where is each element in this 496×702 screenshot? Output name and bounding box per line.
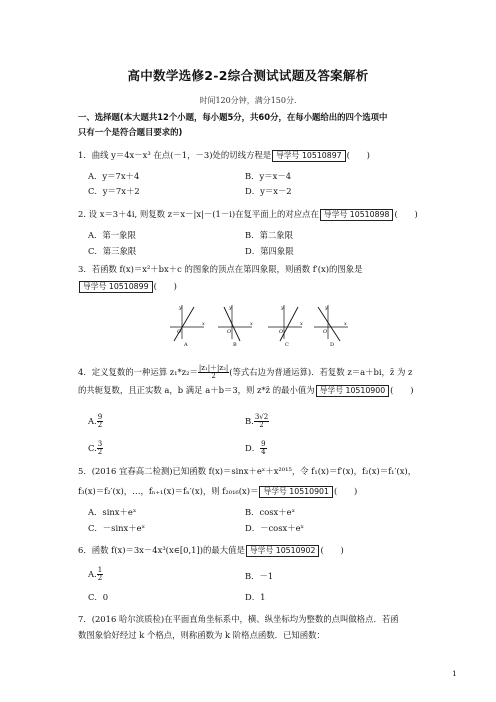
q5-option-b: B．cosx＋eˣ: [245, 507, 296, 517]
q3-graph-options: [168, 303, 350, 347]
exam-time-info: 时间120分钟，满分150分.: [199, 96, 297, 105]
q4-option-a: [88, 414, 103, 429]
q4-option-b: [245, 414, 269, 429]
fraction: [97, 414, 103, 429]
question-5: 5．(2016 宜春高二检测)已知函数 f(x)＝sinx＋eˣ＋x²⁰¹⁵，令 f₁(x)＝f′(x)，f₂(x)＝f₁′(x)，: [78, 466, 417, 476]
guide-number-box: 导学号 10510901: [259, 486, 333, 498]
option-label: A.: [88, 569, 97, 579]
denominator: 2: [259, 421, 264, 429]
section-heading-cont: 只有一个是符合题目要求的): [78, 127, 183, 137]
question-3-cont: [78, 281, 423, 293]
axis-y-label: y: [281, 305, 284, 311]
answer-blank: ( ): [320, 545, 344, 555]
graph-label: B: [233, 342, 237, 347]
question-7: 7．(2016 哈尔滨质检)在平面直角坐标系中，横、纵坐标均为整数的点叫做格点．若函: [78, 614, 399, 624]
origin-label: O: [279, 329, 284, 335]
axis-x-label: x: [202, 321, 205, 327]
guide-number-box: 导学号 10510902: [246, 545, 320, 557]
page-number: 1: [452, 669, 457, 678]
numerator: 1: [97, 566, 103, 574]
option-label: A.: [88, 416, 97, 426]
numerator: |z₁|＋|z₂|: [198, 364, 229, 372]
origin-label: O: [323, 329, 328, 335]
denominator: 2: [97, 448, 103, 456]
question-7-cont: 数图象恰好经过 k 个格点，则称函数为 k 阶格点函数．已知函数：: [78, 630, 325, 640]
q6-option-c: C．0: [88, 592, 109, 602]
guide-number-box: 导学号 10510900: [316, 385, 390, 397]
numerator: 9: [261, 440, 266, 448]
q1-option-c: C．y＝7x＋2: [88, 186, 140, 196]
graph-label: D: [330, 342, 335, 347]
axis-x-label: x: [250, 321, 253, 327]
fraction: [97, 441, 103, 456]
question-5-line2: f₃(x)＝f₂′(x)，…，fₙ₊₁(x)＝fₙ′(x)，则 f₂₀₁₆(x)＝: [78, 486, 259, 496]
denominator: 2: [97, 574, 103, 582]
q6-option-d: D．1: [245, 592, 266, 602]
q4-option-d: [245, 441, 267, 456]
option-label: D．: [245, 443, 261, 453]
axis-x-label: x: [344, 321, 347, 327]
graph-label: A: [184, 342, 188, 347]
question-4-line2: 的共轭复数，且正实数 a，b 满足 a＋b＝3，则 z*z̄ 的最小值为: [78, 385, 315, 395]
q1-option-d: D．y＝x－2: [245, 186, 292, 196]
q5-option-c: C．－sinx＋eˣ: [88, 523, 146, 533]
question-4-stem: 4．定义复数的一种运算 z₁*z₂＝: [78, 367, 198, 377]
q2-option-d: D．第四象限: [245, 246, 294, 256]
question-6-stem: 6．函数 f(x)＝3x－4x³(x∈[0,1])的最大值是: [78, 545, 245, 555]
fraction: [254, 414, 269, 429]
graph-c: [268, 305, 303, 347]
denominator: 2: [97, 421, 103, 429]
guide-number-box: 导学号 10510898: [320, 209, 394, 221]
q5-option-d: D．－cosx＋eˣ: [245, 523, 305, 533]
graph-a: [170, 305, 205, 347]
question-2: [78, 209, 423, 221]
guide-number-box: 导学号 10510899: [79, 281, 153, 293]
origin-label: O: [177, 329, 182, 335]
origin-label: O: [227, 329, 232, 335]
fraction: [260, 441, 266, 456]
axis-y-label: y: [229, 305, 232, 311]
question-1-stem: 1．曲线 y＝4x－x³ 在点(－1，－3)处的切线方程是: [78, 150, 272, 160]
denominator: 4: [261, 448, 266, 456]
denominator: 2: [211, 372, 216, 380]
q2-option-c: C．第三象限: [88, 246, 137, 256]
answer-blank: ( ): [153, 281, 177, 291]
fraction: [97, 567, 103, 582]
axis-y-label: y: [179, 305, 182, 311]
numerator: 3: [97, 440, 103, 448]
guide-number-box: 导学号 10510897: [272, 150, 346, 162]
q6-option-b: B．－1: [245, 571, 274, 581]
page-title: 高中数学选修2-2综合测试试题及答案解析: [127, 68, 369, 83]
question-6: [78, 545, 423, 557]
graph-label: C: [285, 342, 289, 347]
axis-x-label: x: [300, 321, 303, 327]
q4-option-c: [88, 441, 103, 456]
option-label: B.: [245, 416, 254, 426]
q6-option-a: [88, 567, 103, 582]
answer-blank: ( ): [333, 486, 358, 496]
q2-option-b: B．第二象限: [245, 230, 294, 240]
question-5-cont: [78, 486, 423, 498]
graph-b: [218, 305, 253, 347]
question-4-stem-cont: (等式右边为普通运算)．若复数 z＝a＋bi，z̄ 为 z: [229, 367, 413, 377]
question-4: [78, 365, 423, 380]
answer-blank: ( ): [346, 150, 370, 160]
question-4-cont: [78, 385, 423, 397]
question-1: [78, 150, 423, 162]
numerator: 9: [97, 413, 103, 421]
question-3: 3．若函数 f(x)＝x²＋bx＋c 的图象的顶点在第四象限，则函数 f′(x)的图象是: [78, 264, 363, 274]
graph-d: [314, 305, 348, 347]
section-heading: 一、选择题(本大题共12个小题，每小题5分，共60分，在每小题给出的四个选项中: [78, 112, 388, 122]
numerator: 3√2: [254, 413, 269, 421]
q5-option-a: A．sinx＋eˣ: [88, 507, 137, 517]
question-2-stem: 2. 设 x＝3＋4i, 则复数 z＝x－|x|－(1－i)在复平面上的对应点在: [78, 209, 319, 219]
answer-blank: ( ): [394, 209, 418, 219]
option-label: C.: [88, 443, 97, 453]
fraction: [198, 365, 229, 380]
answer-blank: ( ): [390, 385, 414, 395]
q2-option-a: A．第一象限: [88, 230, 136, 240]
axis-y-label: y: [325, 305, 328, 311]
q1-option-b: B．y＝x－4: [245, 171, 292, 181]
q1-option-a: A．y＝7x＋4: [88, 171, 140, 181]
